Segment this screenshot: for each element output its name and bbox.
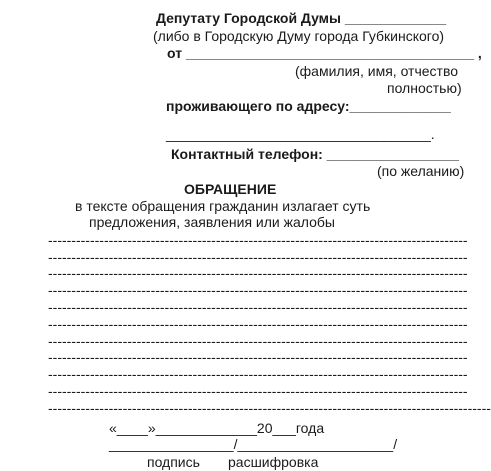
date-line: «____»_____________20___года [109,420,325,436]
writing-line: ------------------------------------------------------------------------------------------ [48,232,468,248]
from-hint-fio: (фамилия, имя, отчество [295,63,459,79]
writing-line: ----------------------------------------------------------------------------------------------- [48,400,491,416]
document-subtitle-2: предложения, заявления или жалобы [89,214,335,230]
phone-hint: (по желанию) [377,163,465,179]
from-hint-full: полностью) [387,80,462,96]
signature-line: ________________/____________________/ [109,436,398,452]
address-line: проживающего по адресу:_____________ [166,98,451,114]
writing-line: ------------------------------------------------------------------------------------------ [48,383,468,399]
alt-addressee-hint: (либо в Городскую Думу города Губкинского) [153,28,445,44]
writing-line: ------------------------------------------------------------------------------------------ [48,265,468,281]
phone-line: Контактный телефон: _________________ [171,146,460,162]
writing-line: ------------------------------------------------------------------------------------------ [48,282,468,298]
document-title: ОБРАЩЕНИЕ [184,181,277,197]
writing-line: ------------------------------------------------------------------------------------------ [48,249,468,265]
writing-line: ------------------------------------------------------------------------------------------ [48,299,468,315]
document-subtitle-1: в тексте обращения гражданин излагает суть [75,198,371,214]
decode-label: расшифровка [228,454,319,470]
address-line-continuation: __________________________________. [166,126,435,142]
writing-line: ------------------------------------------------------------------------------------------ [48,366,468,382]
signature-label: подпись [147,454,200,470]
from-line: от _____________________________________ , [167,45,482,61]
writing-line: ------------------------------------------------------------------------------------------ [48,333,468,349]
writing-line: ------------------------------------------------------------------------------------------ [48,349,468,365]
addressee-line: Депутату Городской Думы _____________ [156,10,447,26]
writing-line: ------------------------------------------------------------------------------------------ [48,316,468,332]
